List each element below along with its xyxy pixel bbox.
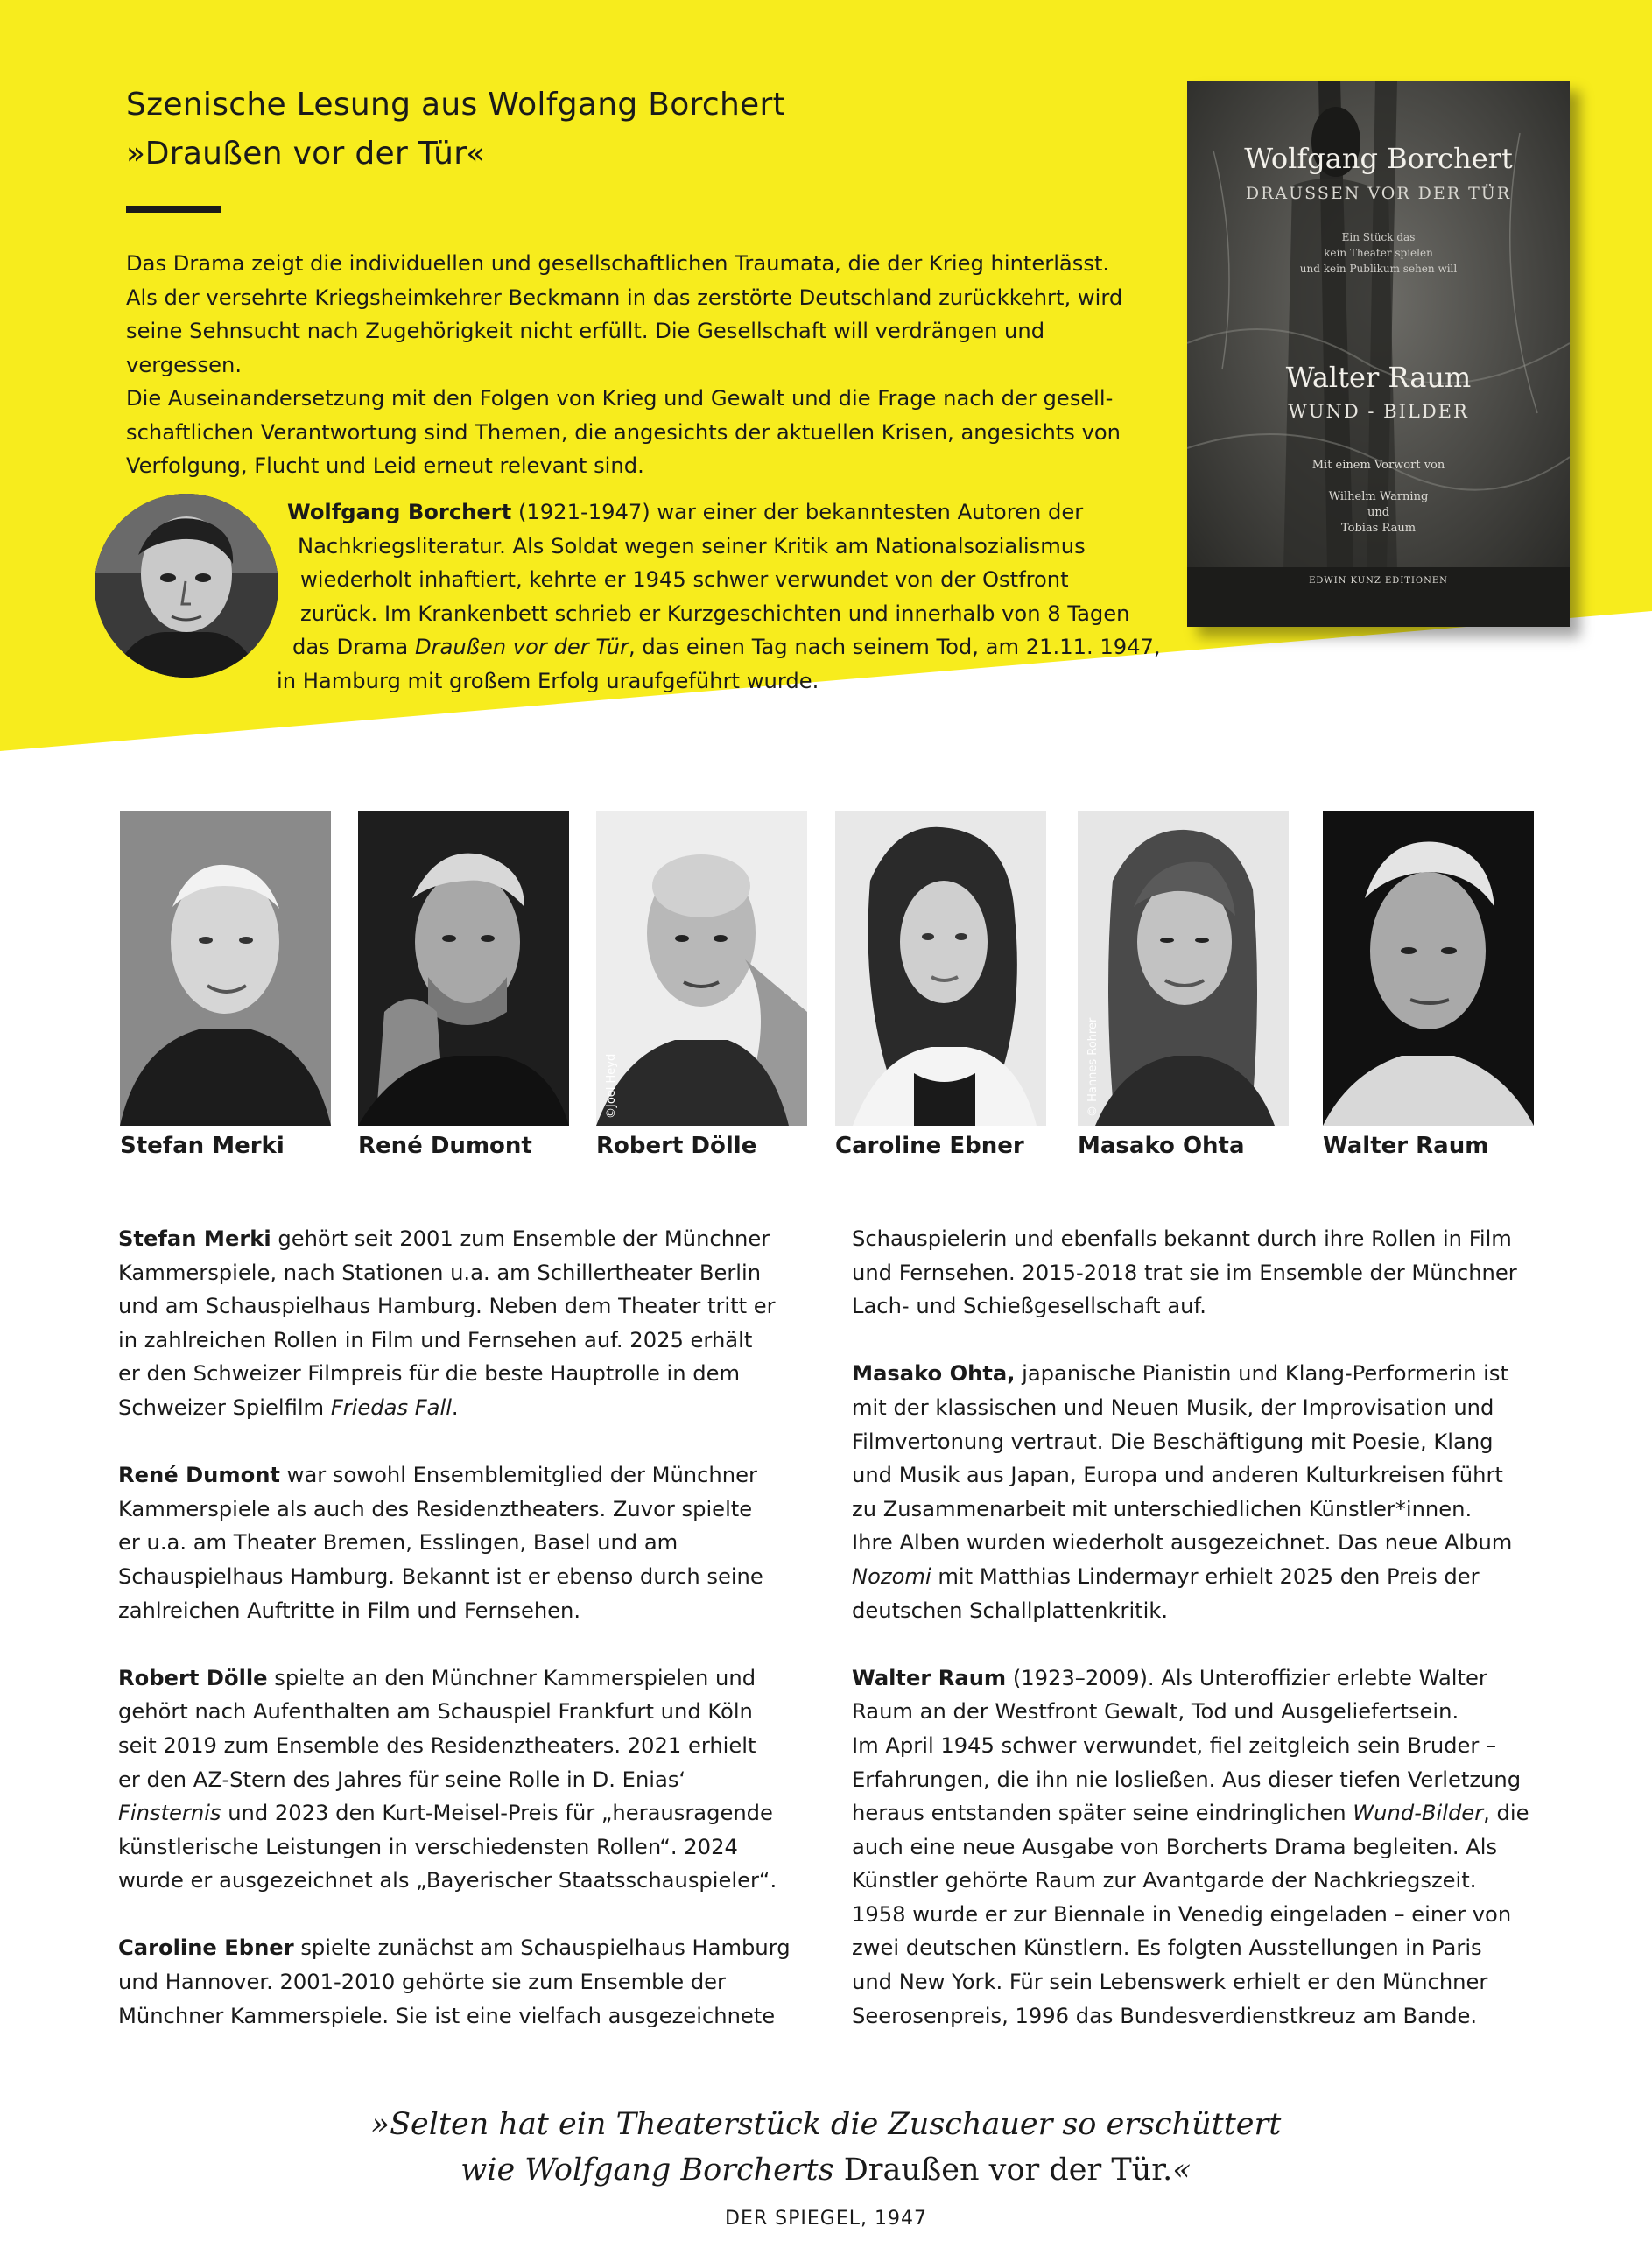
book-series: WUND - BILDER	[1288, 401, 1469, 422]
title-line-2: »Draußen vor der Tür«	[126, 136, 486, 172]
photo-credit: © Hannes Rohrer	[1086, 1017, 1100, 1117]
quote-close-mark: «	[1172, 2153, 1192, 2188]
bio-name: Stefan Merki	[118, 1226, 271, 1251]
bio-line: wurde er ausgezeichnet als „Bayerischer Staatsschauspieler“.	[118, 1868, 777, 1893]
bio-line: zahlreichen Auftritte in Film und Fernsehen.	[118, 1598, 581, 1623]
book-cover	[1187, 81, 1570, 627]
cast-name: René Dumont	[358, 1133, 532, 1159]
intro-line: Die Auseinandersetzung mit den Folgen von Krieg und Gewalt und die Frage nach der gesell-	[126, 386, 1114, 411]
cast-name: Masako Ohta	[1078, 1133, 1245, 1159]
bio-line: und am Schauspielhaus Hamburg. Neben dem Theater tritt er	[118, 1294, 776, 1319]
quote-line-2	[0, 2147, 1652, 2193]
book-artist: Walter Raum	[1285, 361, 1472, 394]
intro-line: Verfolgung, Flucht und Leid erneut relevant sind.	[126, 453, 644, 478]
bio-name: Robert Dölle	[118, 1665, 268, 1690]
quote-line-1: »Selten hat ein Theaterstück die Zuschauer so erschüttert	[370, 2107, 1282, 2142]
portrait-stefan-merki	[120, 811, 331, 1126]
bio-line: auch eine neue Ausgabe von Borcherts Drama begleiten. Als	[852, 1834, 1498, 1859]
book-foreword-name: Wilhelm Warning	[1328, 490, 1429, 503]
bio-line: zu Zusammenarbeit mit unterschiedlichen Künstler*innen.	[852, 1496, 1473, 1521]
album-title: Nozomi	[852, 1563, 931, 1589]
author-portrait	[95, 494, 278, 678]
bios-left-column	[118, 1222, 801, 2067]
press-quote	[0, 2102, 1652, 2193]
bio-line: wiederholt inhaftiert, kehrte er 1945 schwer verwundet von der Ostfront	[300, 567, 1069, 592]
bio-line	[271, 495, 1129, 530]
intro-paragraph	[126, 247, 1155, 483]
bio-line	[852, 1560, 1535, 1594]
bio-line: Seerosenpreis, 1996 das Bundesverdienstkreuz am Bande.	[852, 2003, 1478, 2028]
bio-line: und Hannover. 2001-2010 gehörte sie zum Ensemble der	[118, 1970, 726, 1995]
bio-text: spielte an den Münchner Kammerspielen und	[267, 1665, 756, 1690]
bio-line: Kammerspiele, nach Stationen u.a. am Schillertheater Berlin	[118, 1260, 762, 1285]
bio-line	[852, 1661, 1535, 1696]
bio-line	[271, 630, 1161, 664]
title-divider	[126, 206, 221, 213]
cast-name: Caroline Ebner	[835, 1133, 1024, 1159]
intro-line: seine Sehnsucht nach Zugehörigkeit nicht erfüllt. Die Gesellschaft will verdrängen und vergessen.	[126, 319, 1045, 377]
bio-line	[118, 1458, 801, 1493]
cast-name: Robert Dölle	[596, 1133, 757, 1159]
book-subtitle: kein Theater spielen	[1324, 247, 1433, 259]
bio-text: war sowohl Ensemblemitglied der Münchner	[279, 1463, 757, 1488]
bio-line: zwei deutschen Künstlern. Es folgten Ausstellungen in Paris	[852, 1935, 1482, 1961]
bio-text: spielte zunächst am Schauspielhaus Hamburg	[293, 1935, 791, 1961]
play-title: Draußen vor der Tür	[414, 635, 629, 659]
book-publisher: EDWIN KUNZ EDITIONEN	[1309, 576, 1448, 586]
film-title: Friedas Fall	[330, 1394, 452, 1420]
bio-line	[852, 1357, 1535, 1391]
bio-text: heraus entstanden später seine eindringlichen	[852, 1801, 1353, 1826]
book-foreword-name: Tobias Raum	[1340, 522, 1417, 535]
bio-caroline-ebner	[118, 1931, 801, 2033]
bio-text: mit Matthias Lindermayr erhielt 2025 den Preis der	[931, 1563, 1480, 1589]
bio-line: in zahlreichen Rollen in Film und Fernsehen auf. 2025 erhält	[118, 1327, 753, 1352]
bio-line: 1958 wurde er zur Biennale in Venedig eingeladen – einer von	[852, 1901, 1512, 1927]
bio-text: das Drama	[292, 635, 415, 659]
bio-line: er u.a. am Theater Bremen, Esslingen, Basel und am	[118, 1530, 678, 1556]
bio-line: Ihre Alben wurden wiederholt ausgezeichnet. Das neue Album	[852, 1530, 1513, 1556]
bio-line: Künstler gehörte Raum zur Avantgarde der Nachkriegszeit.	[852, 1868, 1477, 1893]
portrait-rene-dumont	[358, 811, 569, 1126]
bio-text: japanische Pianistin und Klang-Performerin ist	[1015, 1361, 1508, 1387]
bio-line: Schauspielerin und ebenfalls bekannt durch ihre Rollen in Film	[852, 1226, 1512, 1251]
bio-line: er den Schweizer Filmpreis für die beste Hauptrolle in dem	[118, 1361, 741, 1387]
bios-right-column	[852, 1222, 1535, 2067]
bio-line	[118, 1222, 801, 1256]
bio-line: zurück. Im Krankenbett schrieb er Kurzgeschichten und innerhalb von 8 Tagen	[300, 601, 1130, 626]
book-title: DRAUSSEN VOR DER TÜR	[1245, 184, 1512, 203]
bio-line: er den AZ-Stern des Jahres für seine Rolle in D. Enias‘	[118, 1767, 686, 1792]
portrait-walter-raum	[1323, 811, 1534, 1126]
bio-stefan-merki	[118, 1222, 801, 1425]
bio-text: Schweizer Spielfilm	[118, 1394, 331, 1420]
bio-line	[118, 1661, 801, 1696]
bio-text: (1921-1947) war einer der bekanntesten Autoren der	[511, 500, 1084, 524]
bio-line: seit 2019 zum Ensemble des Residenztheaters. 2021 erhielt	[118, 1732, 756, 1758]
intro-line: Als der versehrte Kriegsheimkehrer Beckmann in das zerstörte Deutschland zurückkehrt, wird	[126, 285, 1123, 310]
bio-line: künstlerische Leistungen in verschiedensten Rollen“. 2024	[118, 1834, 738, 1859]
bio-line: Kammerspiele als auch des Residenztheaters. Zuvor spielte	[118, 1496, 753, 1521]
photo-credit: ©Joel Heyd	[605, 1053, 618, 1119]
bio-name: Caroline Ebner	[118, 1935, 294, 1961]
author-name: Wolfgang Borchert	[287, 500, 512, 524]
book-foreword: Mit einem Vorwort von	[1311, 459, 1445, 472]
intro-line: schaftlichen Verantwortung sind Themen, die angesichts der aktuellen Krisen, angesichts von	[126, 419, 1121, 445]
bio-name: René Dumont	[118, 1463, 280, 1488]
portrait-caroline-ebner	[835, 811, 1046, 1126]
bio-line: Im April 1945 schwer verwundet, fiel zeitgleich sein Bruder –	[852, 1732, 1497, 1758]
page-title	[126, 81, 785, 179]
bio-line	[118, 1391, 801, 1425]
book-foreword-and: und	[1367, 506, 1390, 519]
portrait-masako-ohta	[1078, 811, 1289, 1126]
bio-text: .	[451, 1394, 459, 1420]
bio-text: , das einen Tag nach seinem Tod, am 21.11. 1947,	[629, 635, 1161, 659]
bio-line	[118, 1796, 801, 1830]
bio-name: Masako Ohta,	[852, 1361, 1016, 1387]
bio-line: Raum an der Westfront Gewalt, Tod und Ausgeliefertsein.	[852, 1699, 1459, 1725]
bio-line	[118, 1931, 801, 1965]
bio-line: und Fernsehen. 2015-2018 trat sie im Ensemble der Münchner	[852, 1260, 1517, 1285]
bio-line: mit der klassischen und Neuen Musik, der Improvisation und	[852, 1394, 1494, 1420]
bio-line: Nachkriegsliteratur. Als Soldat wegen seiner Kritik am Nationalsozialismus	[298, 533, 1086, 558]
bio-line: Filmvertonung vertraut. Die Beschäftigung mit Poesie, Klang	[852, 1429, 1494, 1454]
bio-line	[852, 1796, 1535, 1830]
bio-robert-doelle	[118, 1661, 801, 1898]
bio-text: und 2023 den Kurt-Meisel-Preis für „herausragende	[221, 1801, 773, 1826]
portrait-robert-doelle	[596, 811, 807, 1126]
bio-line: Schauspielhaus Hamburg. Bekannt ist er ebenso durch seine	[118, 1563, 763, 1589]
bio-line: gehört nach Aufenthalten am Schauspiel Frankfurt und Köln	[118, 1699, 753, 1725]
bio-text: gehört seit 2001 zum Ensemble der Münchner	[271, 1226, 770, 1251]
intro-line: Das Drama zeigt die individuellen und gesellschaftlichen Traumata, die der Krieg hinterlässt.	[126, 251, 1110, 276]
bio-text: (1923–2009). Als Unteroffizier erlebte Walter	[1006, 1665, 1487, 1690]
bio-rene-dumont	[118, 1458, 801, 1627]
bio-line: Münchner Kammerspiele. Sie ist eine vielfach ausgezeichnete	[118, 2003, 776, 2028]
quote-source: DER SPIEGEL, 1947	[725, 2208, 927, 2230]
bio-line: Erfahrungen, die ihn nie losließen. Aus dieser tiefen Verletzung	[852, 1767, 1522, 1792]
bio-line: deutschen Schallplattenkritik.	[852, 1598, 1169, 1623]
bio-line: und New York. Für sein Lebenswerk erhielt er den Münchner	[852, 1970, 1488, 1995]
bio-masako-ohta	[852, 1357, 1535, 1627]
bio-caroline-ebner-continued	[852, 1222, 1535, 1324]
bio-name: Walter Raum	[852, 1665, 1007, 1690]
book-subtitle: und kein Publikum sehen will	[1299, 263, 1458, 275]
quote-text: wie Wolfgang Borcherts	[460, 2153, 844, 2188]
bio-walter-raum	[852, 1661, 1535, 2034]
quote-play-title: Draußen vor der Tür.	[843, 2153, 1173, 2188]
title-line-1: Szenische Lesung aus Wolfgang Borchert	[126, 87, 786, 123]
bio-line: in Hamburg mit großem Erfolg uraufgeführt wurde.	[277, 668, 819, 693]
cast-name: Walter Raum	[1323, 1133, 1489, 1159]
bio-line: Lach- und Schießgesellschaft auf.	[852, 1294, 1206, 1319]
book-subtitle: Ein Stück das	[1341, 231, 1416, 243]
author-bio	[271, 495, 1161, 698]
cast-name: Stefan Merki	[120, 1133, 285, 1159]
play-title: Finsternis	[118, 1801, 221, 1826]
book-author: Wolfgang Borchert	[1244, 142, 1513, 175]
bio-line: und Musik aus Japan, Europa und anderen Kulturkreisen führt	[852, 1463, 1503, 1488]
artwork-title: Wund-Bilder	[1353, 1801, 1484, 1826]
bio-text: , die	[1483, 1801, 1529, 1826]
